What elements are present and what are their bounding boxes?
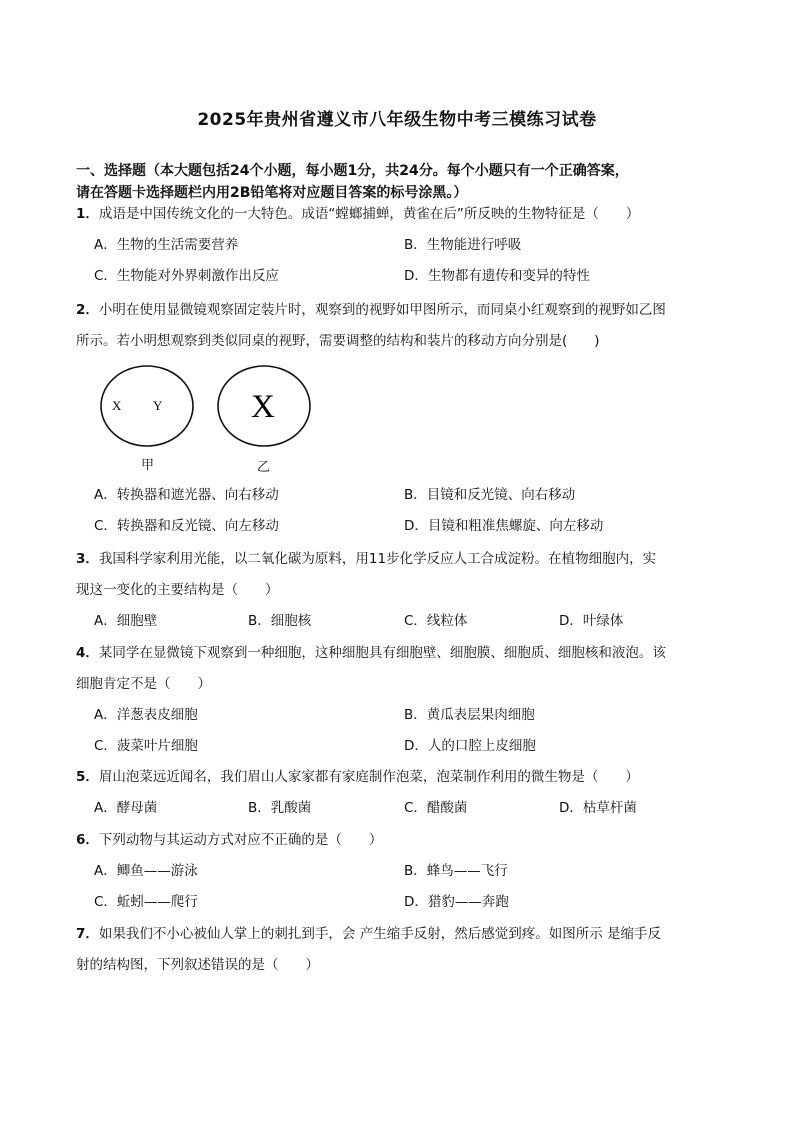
option-b[interactable]: B．黄瓜表层果肉细胞 [404, 707, 535, 723]
section-heading-line-1: 一、选择题（本大题包括24个小题，每小题1分，共24分。每个小题只有一个正确答案， [76, 163, 629, 179]
option-c[interactable]: C．线粒体 [404, 613, 468, 629]
question-1 [76, 199, 726, 230]
option-b[interactable]: B．细胞核 [248, 613, 312, 629]
option-c[interactable]: C．转换器和反光镜、向左移动 [94, 518, 279, 534]
exam-title: 2025年贵州省遵义市八年级生物中考三模练习试卷 [197, 110, 597, 130]
question-number: 4． [76, 645, 99, 661]
option-b[interactable]: B．蜂鸟——飞行 [404, 863, 508, 879]
question-text: 下列动物与其运动方式对应不正确的是（ ） [98, 832, 383, 848]
question-2-options [94, 480, 734, 542]
option-d[interactable]: D．目镜和粗准焦螺旋、向左移动 [404, 518, 604, 534]
question-text-line-1: 小明在使用显微镜观察固定装片时，观察到的视野如甲图所示，而同桌小红观察到的视野如乙图 [98, 302, 666, 318]
option-c[interactable]: C．醋酸菌 [404, 800, 468, 816]
option-d[interactable]: D．猎豹——奔跑 [404, 894, 509, 910]
microscope-view-figure [98, 362, 318, 474]
question-text-line-2: 细胞肯定不是（ ） [76, 676, 211, 692]
question-7 [76, 919, 726, 981]
view-jia-letter-y: Y [153, 398, 163, 413]
option-b[interactable]: B．乳酸菌 [248, 800, 312, 816]
question-6-options [94, 856, 734, 918]
question-2 [76, 295, 726, 357]
option-d[interactable]: D．人的口腔上皮细胞 [404, 738, 536, 754]
question-4-options [94, 700, 734, 762]
microscope-views-svg [98, 362, 318, 474]
question-number: 7． [76, 926, 99, 942]
option-a[interactable]: A．生物的生活需要营养 [94, 237, 239, 253]
question-3-options [94, 606, 734, 637]
question-number: 1． [76, 206, 99, 222]
question-text: 成语是中国传统文化的一大特色。成语“螳螂捕蝉，黄雀在后”所反映的生物特征是（ ） [98, 206, 640, 222]
question-number: 5． [76, 769, 99, 785]
section-heading [76, 160, 726, 204]
question-5 [76, 762, 726, 793]
section-heading-line-2: 请在答题卡选择题栏内用2B铅笔将对应题目答案的标号涂黑。） [76, 185, 468, 201]
view-jia-letter-x: X [112, 398, 122, 413]
question-text-line-1: 我国科学家利用光能，以二氧化碳为原料，用11步化学反应人工合成淀粉。在植物细胞内，实 [98, 551, 657, 567]
caption-yi: 乙 [257, 460, 271, 475]
question-number: 6． [76, 832, 99, 848]
question-number: 2． [76, 302, 99, 318]
option-d[interactable]: D．叶绿体 [559, 613, 624, 629]
question-text-line-2: 现这一变化的主要结构是（ ） [76, 582, 279, 598]
option-a[interactable]: A．鲫鱼——游泳 [94, 863, 198, 879]
question-4 [76, 638, 726, 700]
option-a[interactable]: A．转换器和遮光器、向右移动 [94, 487, 279, 503]
option-d[interactable]: D．生物都有遗传和变异的特性 [404, 268, 590, 284]
question-3 [76, 544, 726, 606]
option-a[interactable]: A．洋葱表皮细胞 [94, 707, 198, 723]
option-b[interactable]: B．目镜和反光镜、向右移动 [404, 487, 576, 503]
question-5-options [94, 793, 734, 824]
option-d[interactable]: D．枯草杆菌 [559, 800, 637, 816]
question-text: 眉山泡菜远近闻名，我们眉山人家家都有家庭制作泡菜，泡菜制作利用的微生物是（ ） [98, 769, 639, 785]
question-6 [76, 825, 726, 856]
view-yi-letter-x: X [251, 389, 275, 425]
option-a[interactable]: A．细胞壁 [94, 613, 158, 629]
option-b[interactable]: B．生物能进行呼吸 [404, 237, 522, 253]
question-1-options [94, 230, 734, 292]
question-text-line-1: 如果我们不小心被仙人掌上的刺扎到手，会 产生缩手反射，然后感觉到疼。如图所示 是缩手反 [98, 926, 661, 942]
question-text-line-2: 所示。若小明想观察到类似同桌的视野，需要调整的结构和装片的移动方向分别是( ) [76, 333, 600, 349]
option-a[interactable]: A．酵母菌 [94, 800, 158, 816]
caption-jia: 甲 [141, 458, 155, 473]
question-text-line-1: 某同学在显微镜下观察到一种细胞，这种细胞具有细胞壁、细胞膜、细胞质、细胞核和液泡。该 [98, 645, 666, 661]
question-number: 3． [76, 551, 99, 567]
option-c[interactable]: C．蚯蚓——爬行 [94, 894, 198, 910]
question-text-line-2: 射的结构图，下列叙述错误的是（ ） [76, 957, 319, 973]
option-c[interactable]: C．生物能对外界刺激作出反应 [94, 268, 279, 284]
option-c[interactable]: C．菠菜叶片细胞 [94, 738, 198, 754]
